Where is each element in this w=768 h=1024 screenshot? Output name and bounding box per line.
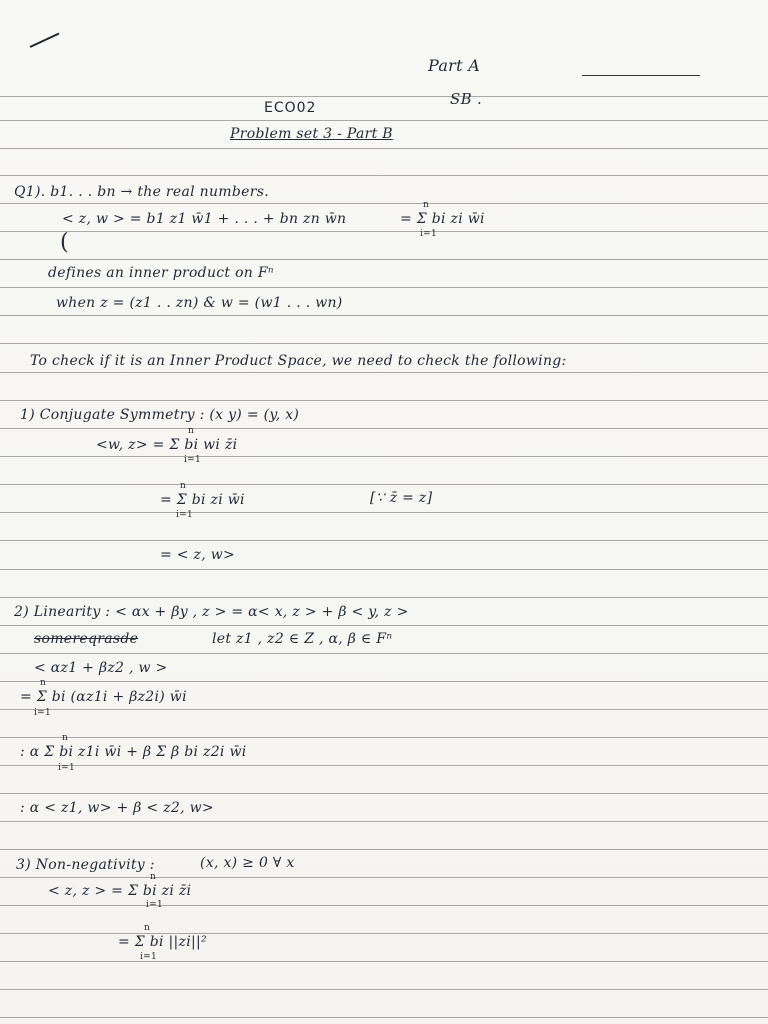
sum-upper-limit: n xyxy=(40,678,47,688)
q1-line-5: To check if it is an Inner Product Space, we need to check the following: xyxy=(30,353,567,369)
ruled-line xyxy=(0,456,768,457)
ruled-line xyxy=(0,625,768,626)
ruled-line xyxy=(0,400,768,401)
ruled-line xyxy=(0,148,768,149)
sum-lower-limit: i=1 xyxy=(146,900,164,910)
q1-line-2-sum: = Σ bi zi w̄i xyxy=(400,211,485,227)
part-label: Part A xyxy=(428,56,481,75)
ruled-line xyxy=(0,512,768,513)
ruled-line xyxy=(0,203,768,204)
ruled-line xyxy=(0,709,768,710)
course-code: ECO02 xyxy=(264,100,317,116)
s3-line-2: = Σ bi ||zi||² xyxy=(118,934,207,950)
ruled-line xyxy=(0,905,768,906)
ruled-line xyxy=(0,231,768,232)
ruled-line xyxy=(0,120,768,121)
q1-line-3: defines an inner product on Fⁿ xyxy=(48,265,274,281)
ruled-line xyxy=(0,933,768,934)
pen-stroke xyxy=(30,33,60,48)
sum-upper-limit: n xyxy=(62,733,69,743)
ruled-line xyxy=(0,484,768,485)
sum-upper-limit: n xyxy=(180,481,187,491)
sum-upper-limit: n xyxy=(423,200,430,210)
ruled-line xyxy=(0,765,768,766)
ruled-line xyxy=(0,540,768,541)
s1-line-3: = < z, w> xyxy=(160,547,236,563)
sum-lower-limit: i=1 xyxy=(184,455,202,465)
ruled-line xyxy=(0,315,768,316)
brace-mark: ( xyxy=(60,230,69,255)
s1-line-1: <w, z> = Σ bi wi z̄i xyxy=(96,437,238,453)
ruled-line xyxy=(0,989,768,990)
ruled-line xyxy=(0,175,768,176)
ruled-line xyxy=(0,849,768,850)
sum-lower-limit: i=1 xyxy=(58,763,76,773)
ruled-line xyxy=(0,821,768,822)
ruled-line xyxy=(0,569,768,570)
q1-line-4: when z = (z1 . . zn) & w = (w1 . . . wn) xyxy=(56,295,343,311)
page-title: Problem set 3 - Part B xyxy=(230,126,393,142)
ruled-line xyxy=(0,372,768,373)
s2-line-5: : α < z1, w> + β < z2, w> xyxy=(20,800,214,816)
s3-condition: (x, x) ≥ 0 ∀ x xyxy=(200,855,295,871)
ruled-line xyxy=(0,793,768,794)
ruled-line xyxy=(0,287,768,288)
q1-line-1: Q1). b1. . . bn → the real numbers. xyxy=(14,184,269,200)
signature-line xyxy=(582,75,700,76)
ruled-line xyxy=(0,428,768,429)
ruled-line xyxy=(0,961,768,962)
s2-line-4: : α Σ bi z1i w̄i + β Σ β bi z2i w̄i xyxy=(20,744,247,760)
s1-line-2: = Σ bi zi w̄i xyxy=(160,492,245,508)
s3-line-1: < z, z > = Σ bi zi z̄i xyxy=(48,883,192,899)
ruled-line xyxy=(0,259,768,260)
ruled-line xyxy=(0,681,768,682)
sum-upper-limit: n xyxy=(188,426,195,436)
q1-line-2: < z, w > = b1 z1 w̄1 + . . . + bn zn w̄n xyxy=(62,211,347,227)
ruled-line xyxy=(0,343,768,344)
ruled-line xyxy=(0,597,768,598)
s2-line-3: = Σ bi (αz1i + βz2i) w̄i xyxy=(20,689,187,705)
ruled-line xyxy=(0,737,768,738)
sum-upper-limit: n xyxy=(144,923,151,933)
ruled-line xyxy=(0,96,768,97)
sum-upper-limit: n xyxy=(150,872,157,882)
s3-title: 3) Non-negativity : xyxy=(16,857,155,873)
s1-note: [∵ z̄̄ = z] xyxy=(370,490,433,506)
s2-struck-text: somereqrasde xyxy=(34,631,139,647)
s1-title: 1) Conjugate Symmetry : (x y) = (y, x) xyxy=(20,407,300,423)
sum-lower-limit: i=1 xyxy=(140,952,158,962)
s2-line-1: let z1 , z2 ∈ Z , α, β ∈ Fⁿ xyxy=(212,631,393,647)
s2-line-2: < αz1 + βz2 , w > xyxy=(34,660,168,676)
ruled-line xyxy=(0,877,768,878)
s2-title: 2) Linearity : < αx + βy , z > = α< x, z > + β < y, z > xyxy=(14,604,409,620)
sum-lower-limit: i=1 xyxy=(34,708,52,718)
initials: SB . xyxy=(450,90,483,108)
sum-lower-limit: i=1 xyxy=(176,510,194,520)
ruled-line xyxy=(0,1017,768,1018)
sum-lower-limit: i=1 xyxy=(420,229,438,239)
ruled-line xyxy=(0,653,768,654)
